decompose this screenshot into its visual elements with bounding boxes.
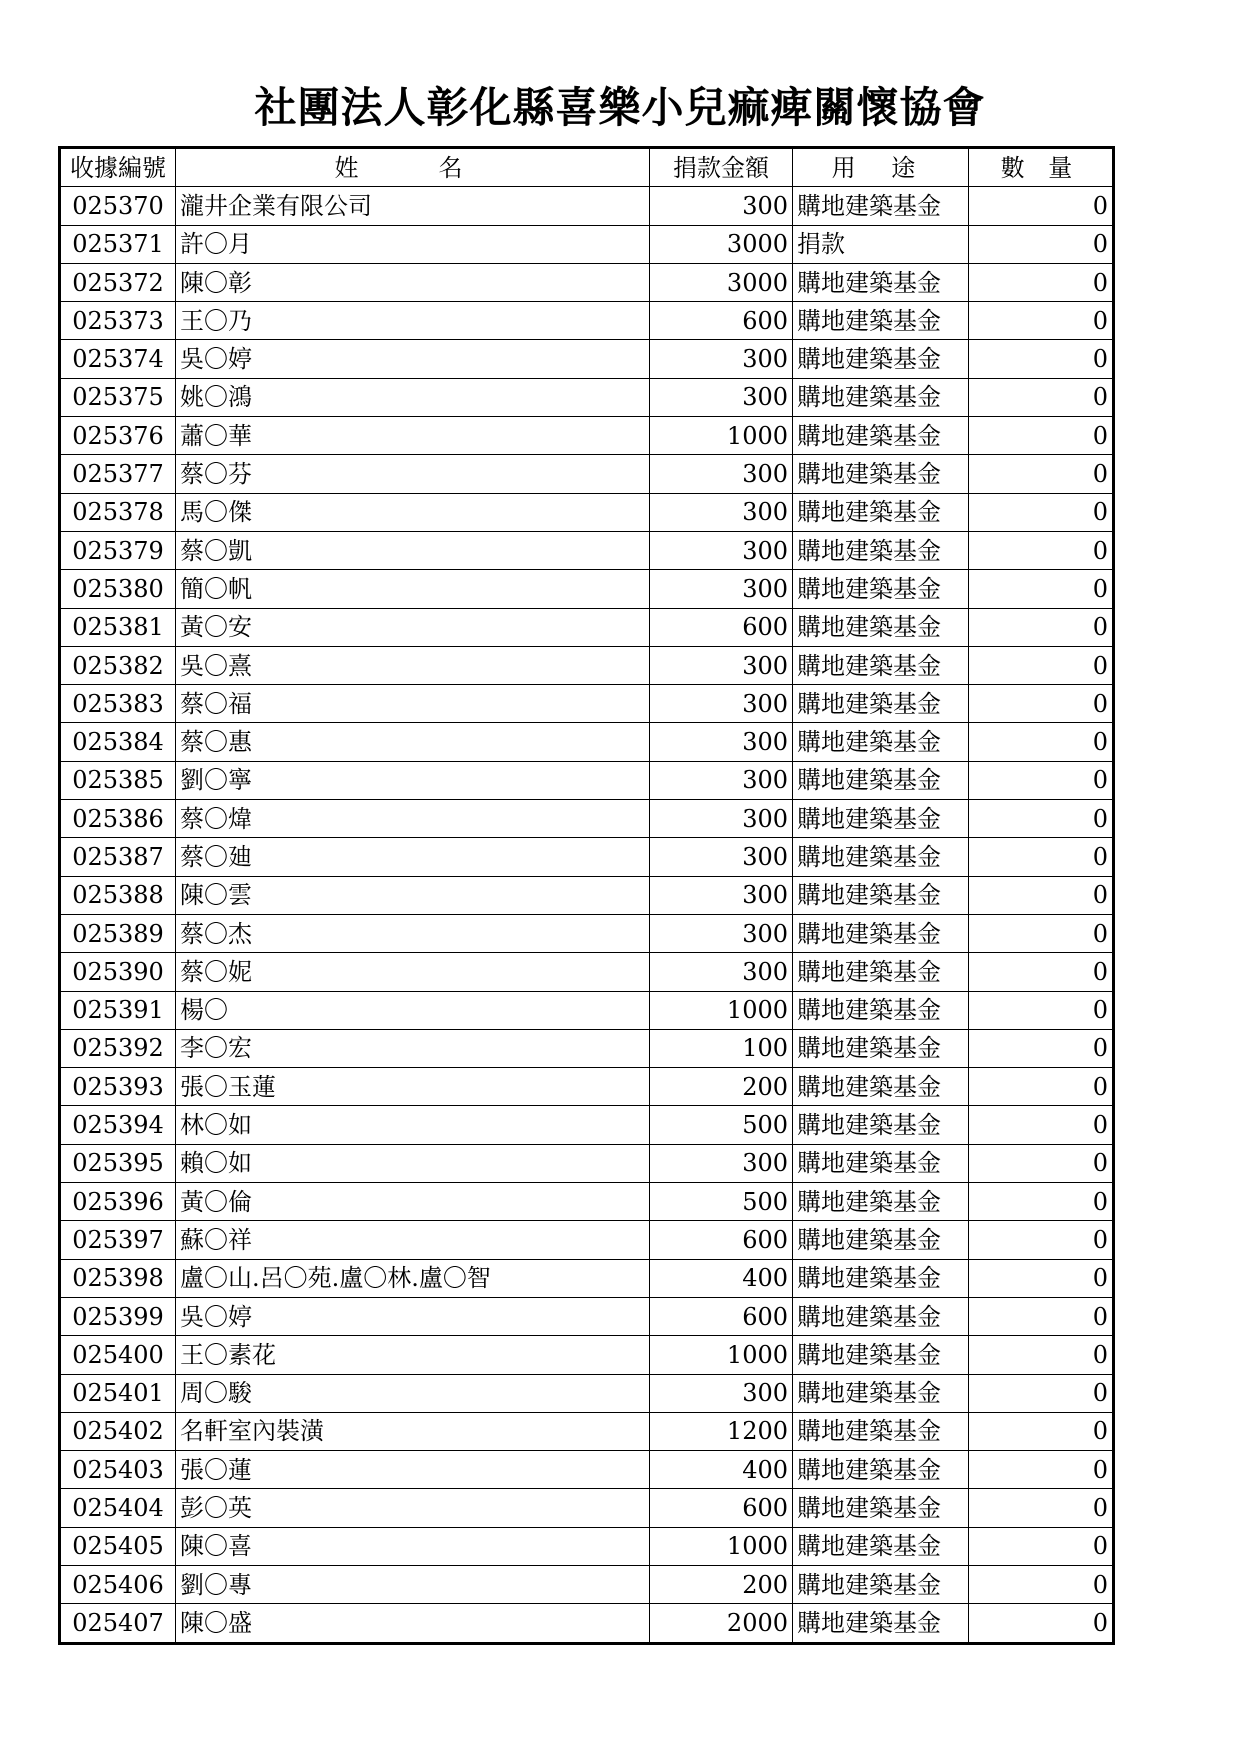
cell-purpose: 購地建築基金 xyxy=(793,1489,969,1527)
table-row xyxy=(60,914,1114,952)
cell-purpose: 購地建築基金 xyxy=(793,1565,969,1603)
cell-receipt-no: 025388 xyxy=(60,876,176,914)
cell-quantity: 0 xyxy=(969,1527,1114,1565)
cell-donor-name: 蔡〇妮 xyxy=(176,953,650,991)
cell-purpose: 購地建築基金 xyxy=(793,1604,969,1643)
cell-amount: 300 xyxy=(650,570,793,608)
cell-purpose: 購地建築基金 xyxy=(793,685,969,723)
table-row xyxy=(60,608,1114,646)
cell-amount: 300 xyxy=(650,761,793,799)
cell-amount: 3000 xyxy=(650,225,793,263)
table-row xyxy=(60,1527,1114,1565)
cell-purpose: 購地建築基金 xyxy=(793,1221,969,1259)
cell-purpose: 購地建築基金 xyxy=(793,1527,969,1565)
cell-quantity: 0 xyxy=(969,570,1114,608)
table-row xyxy=(60,1106,1114,1144)
cell-donor-name: 陳〇雲 xyxy=(176,876,650,914)
cell-purpose: 購地建築基金 xyxy=(793,1412,969,1450)
cell-purpose: 購地建築基金 xyxy=(793,531,969,569)
cell-amount: 400 xyxy=(650,1451,793,1489)
cell-purpose: 購地建築基金 xyxy=(793,417,969,455)
cell-quantity: 0 xyxy=(969,1297,1114,1335)
cell-receipt-no: 025384 xyxy=(60,723,176,761)
cell-receipt-no: 025393 xyxy=(60,1068,176,1106)
cell-purpose: 購地建築基金 xyxy=(793,302,969,340)
cell-amount: 500 xyxy=(650,1106,793,1144)
cell-quantity: 0 xyxy=(969,723,1114,761)
cell-amount: 600 xyxy=(650,1489,793,1527)
cell-amount: 300 xyxy=(650,876,793,914)
cell-receipt-no: 025387 xyxy=(60,838,176,876)
table-row xyxy=(60,378,1114,416)
cell-purpose: 購地建築基金 xyxy=(793,914,969,952)
cell-amount: 300 xyxy=(650,455,793,493)
table-row xyxy=(60,1451,1114,1489)
cell-donor-name: 蔡〇芬 xyxy=(176,455,650,493)
cell-quantity: 0 xyxy=(969,1029,1114,1067)
table-row xyxy=(60,1068,1114,1106)
cell-purpose: 購地建築基金 xyxy=(793,378,969,416)
cell-quantity: 0 xyxy=(969,953,1114,991)
cell-amount: 1000 xyxy=(650,991,793,1029)
cell-amount: 300 xyxy=(650,340,793,378)
cell-quantity: 0 xyxy=(969,1221,1114,1259)
cell-quantity: 0 xyxy=(969,1451,1114,1489)
cell-donor-name: 盧〇山.呂〇苑.盧〇林.盧〇智 xyxy=(176,1259,650,1297)
table-row xyxy=(60,340,1114,378)
table-row xyxy=(60,455,1114,493)
cell-receipt-no: 025371 xyxy=(60,225,176,263)
cell-receipt-no: 025386 xyxy=(60,800,176,838)
cell-receipt-no: 025389 xyxy=(60,914,176,952)
cell-receipt-no: 025381 xyxy=(60,608,176,646)
cell-donor-name: 楊〇 xyxy=(176,991,650,1029)
table-row xyxy=(60,531,1114,569)
cell-quantity: 0 xyxy=(969,417,1114,455)
cell-donor-name: 許〇月 xyxy=(176,225,650,263)
cell-donor-name: 瀧井企業有限公司 xyxy=(176,187,650,225)
cell-quantity: 0 xyxy=(969,1604,1114,1643)
cell-amount: 200 xyxy=(650,1565,793,1603)
cell-quantity: 0 xyxy=(969,685,1114,723)
cell-donor-name: 李〇宏 xyxy=(176,1029,650,1067)
cell-donor-name: 陳〇盛 xyxy=(176,1604,650,1643)
cell-donor-name: 張〇玉蓮 xyxy=(176,1068,650,1106)
cell-purpose: 購地建築基金 xyxy=(793,646,969,684)
cell-amount: 300 xyxy=(650,646,793,684)
table-row xyxy=(60,800,1114,838)
cell-quantity: 0 xyxy=(969,608,1114,646)
table-row xyxy=(60,493,1114,531)
cell-donor-name: 劉〇專 xyxy=(176,1565,650,1603)
table-row xyxy=(60,1029,1114,1067)
cell-amount: 500 xyxy=(650,1183,793,1221)
cell-donor-name: 張〇蓮 xyxy=(176,1451,650,1489)
cell-purpose: 購地建築基金 xyxy=(793,1374,969,1412)
cell-amount: 3000 xyxy=(650,263,793,301)
cell-receipt-no: 025379 xyxy=(60,531,176,569)
table-row xyxy=(60,570,1114,608)
cell-receipt-no: 025402 xyxy=(60,1412,176,1450)
cell-donor-name: 周〇駿 xyxy=(176,1374,650,1412)
table-row xyxy=(60,1489,1114,1527)
cell-quantity: 0 xyxy=(969,1489,1114,1527)
cell-quantity: 0 xyxy=(969,646,1114,684)
cell-purpose: 購地建築基金 xyxy=(793,838,969,876)
cell-donor-name: 蘇〇祥 xyxy=(176,1221,650,1259)
cell-quantity: 0 xyxy=(969,800,1114,838)
cell-receipt-no: 025391 xyxy=(60,991,176,1029)
cell-purpose: 購地建築基金 xyxy=(793,263,969,301)
cell-amount: 1000 xyxy=(650,1336,793,1374)
cell-purpose: 購地建築基金 xyxy=(793,1106,969,1144)
cell-donor-name: 蔡〇廸 xyxy=(176,838,650,876)
cell-receipt-no: 025375 xyxy=(60,378,176,416)
cell-purpose: 購地建築基金 xyxy=(793,1451,969,1489)
cell-amount: 600 xyxy=(650,302,793,340)
cell-donor-name: 吳〇婷 xyxy=(176,1297,650,1335)
cell-receipt-no: 025377 xyxy=(60,455,176,493)
cell-receipt-no: 025394 xyxy=(60,1106,176,1144)
cell-amount: 300 xyxy=(650,914,793,952)
cell-amount: 100 xyxy=(650,1029,793,1067)
cell-quantity: 0 xyxy=(969,1183,1114,1221)
table-row xyxy=(60,876,1114,914)
cell-receipt-no: 025385 xyxy=(60,761,176,799)
cell-donor-name: 黃〇安 xyxy=(176,608,650,646)
cell-quantity: 0 xyxy=(969,263,1114,301)
cell-quantity: 0 xyxy=(969,838,1114,876)
table-row xyxy=(60,1259,1114,1297)
header-purpose: 用 途 xyxy=(793,148,969,187)
cell-amount: 600 xyxy=(650,1297,793,1335)
cell-donor-name: 姚〇鴻 xyxy=(176,378,650,416)
cell-purpose: 購地建築基金 xyxy=(793,1068,969,1106)
cell-donor-name: 吳〇熹 xyxy=(176,646,650,684)
cell-receipt-no: 025404 xyxy=(60,1489,176,1527)
header-amount: 捐款金額 xyxy=(650,148,793,187)
cell-quantity: 0 xyxy=(969,225,1114,263)
cell-donor-name: 蔡〇杰 xyxy=(176,914,650,952)
cell-amount: 300 xyxy=(650,187,793,225)
cell-quantity: 0 xyxy=(969,991,1114,1029)
cell-purpose: 購地建築基金 xyxy=(793,187,969,225)
header-quantity: 數 量 xyxy=(969,148,1114,187)
cell-donor-name: 王〇乃 xyxy=(176,302,650,340)
cell-quantity: 0 xyxy=(969,378,1114,416)
cell-donor-name: 蔡〇福 xyxy=(176,685,650,723)
cell-receipt-no: 025376 xyxy=(60,417,176,455)
cell-amount: 2000 xyxy=(650,1604,793,1643)
cell-donor-name: 劉〇寧 xyxy=(176,761,650,799)
cell-amount: 1200 xyxy=(650,1412,793,1450)
cell-receipt-no: 025395 xyxy=(60,1144,176,1182)
cell-quantity: 0 xyxy=(969,1374,1114,1412)
table-row xyxy=(60,263,1114,301)
cell-donor-name: 蕭〇華 xyxy=(176,417,650,455)
cell-receipt-no: 025403 xyxy=(60,1451,176,1489)
table-header-row xyxy=(60,148,1114,187)
cell-quantity: 0 xyxy=(969,187,1114,225)
cell-amount: 300 xyxy=(650,723,793,761)
cell-donor-name: 陳〇喜 xyxy=(176,1527,650,1565)
table-row xyxy=(60,646,1114,684)
cell-amount: 300 xyxy=(650,378,793,416)
cell-receipt-no: 025380 xyxy=(60,570,176,608)
table-row xyxy=(60,723,1114,761)
cell-donor-name: 馬〇傑 xyxy=(176,493,650,531)
cell-quantity: 0 xyxy=(969,761,1114,799)
table-row xyxy=(60,1374,1114,1412)
cell-purpose: 購地建築基金 xyxy=(793,876,969,914)
cell-donor-name: 賴〇如 xyxy=(176,1144,650,1182)
cell-purpose: 購地建築基金 xyxy=(793,1029,969,1067)
cell-amount: 1000 xyxy=(650,417,793,455)
cell-amount: 300 xyxy=(650,685,793,723)
cell-receipt-no: 025383 xyxy=(60,685,176,723)
cell-purpose: 購地建築基金 xyxy=(793,455,969,493)
cell-purpose: 購地建築基金 xyxy=(793,1183,969,1221)
cell-quantity: 0 xyxy=(969,914,1114,952)
cell-receipt-no: 025378 xyxy=(60,493,176,531)
table-row xyxy=(60,953,1114,991)
header-receipt-no: 收據編號 xyxy=(60,148,176,187)
cell-receipt-no: 025406 xyxy=(60,1565,176,1603)
cell-receipt-no: 025398 xyxy=(60,1259,176,1297)
cell-purpose: 捐款 xyxy=(793,225,969,263)
cell-donor-name: 蔡〇惠 xyxy=(176,723,650,761)
cell-amount: 300 xyxy=(650,838,793,876)
header-name: 姓 名 xyxy=(176,148,650,187)
cell-quantity: 0 xyxy=(969,1068,1114,1106)
cell-receipt-no: 025399 xyxy=(60,1297,176,1335)
cell-donor-name: 彭〇英 xyxy=(176,1489,650,1527)
table-row xyxy=(60,761,1114,799)
table-row xyxy=(60,685,1114,723)
cell-receipt-no: 025374 xyxy=(60,340,176,378)
table-row xyxy=(60,1183,1114,1221)
table-row xyxy=(60,225,1114,263)
cell-amount: 300 xyxy=(650,1144,793,1182)
table-row xyxy=(60,187,1114,225)
cell-quantity: 0 xyxy=(969,1336,1114,1374)
cell-quantity: 0 xyxy=(969,1106,1114,1144)
cell-amount: 300 xyxy=(650,493,793,531)
cell-quantity: 0 xyxy=(969,876,1114,914)
cell-amount: 300 xyxy=(650,1374,793,1412)
cell-donor-name: 王〇素花 xyxy=(176,1336,650,1374)
cell-purpose: 購地建築基金 xyxy=(793,1297,969,1335)
cell-purpose: 購地建築基金 xyxy=(793,340,969,378)
table-row xyxy=(60,1297,1114,1335)
cell-purpose: 購地建築基金 xyxy=(793,761,969,799)
cell-receipt-no: 025396 xyxy=(60,1183,176,1221)
cell-purpose: 購地建築基金 xyxy=(793,953,969,991)
cell-purpose: 購地建築基金 xyxy=(793,1144,969,1182)
cell-amount: 600 xyxy=(650,1221,793,1259)
table-row xyxy=(60,991,1114,1029)
cell-amount: 600 xyxy=(650,608,793,646)
table-row xyxy=(60,1144,1114,1182)
cell-quantity: 0 xyxy=(969,340,1114,378)
cell-amount: 300 xyxy=(650,800,793,838)
cell-quantity: 0 xyxy=(969,493,1114,531)
cell-amount: 300 xyxy=(650,531,793,569)
cell-quantity: 0 xyxy=(969,1259,1114,1297)
table-row xyxy=(60,1412,1114,1450)
table-row xyxy=(60,838,1114,876)
cell-donor-name: 吳〇婷 xyxy=(176,340,650,378)
cell-donor-name: 黃〇倫 xyxy=(176,1183,650,1221)
table-row xyxy=(60,1604,1114,1643)
cell-amount: 300 xyxy=(650,953,793,991)
table-row xyxy=(60,417,1114,455)
cell-quantity: 0 xyxy=(969,1412,1114,1450)
cell-receipt-no: 025401 xyxy=(60,1374,176,1412)
cell-purpose: 購地建築基金 xyxy=(793,608,969,646)
cell-purpose: 購地建築基金 xyxy=(793,723,969,761)
table-row xyxy=(60,1336,1114,1374)
cell-receipt-no: 025400 xyxy=(60,1336,176,1374)
cell-receipt-no: 025397 xyxy=(60,1221,176,1259)
cell-quantity: 0 xyxy=(969,455,1114,493)
cell-purpose: 購地建築基金 xyxy=(793,1336,969,1374)
cell-receipt-no: 025370 xyxy=(60,187,176,225)
cell-donor-name: 陳〇彰 xyxy=(176,263,650,301)
cell-purpose: 購地建築基金 xyxy=(793,493,969,531)
cell-quantity: 0 xyxy=(969,302,1114,340)
cell-receipt-no: 025405 xyxy=(60,1527,176,1565)
cell-donor-name: 名軒室內裝潢 xyxy=(176,1412,650,1450)
cell-receipt-no: 025372 xyxy=(60,263,176,301)
cell-donor-name: 蔡〇煒 xyxy=(176,800,650,838)
table-row xyxy=(60,1565,1114,1603)
table-row xyxy=(60,302,1114,340)
donation-table xyxy=(58,146,1115,1645)
cell-receipt-no: 025390 xyxy=(60,953,176,991)
cell-purpose: 購地建築基金 xyxy=(793,800,969,838)
cell-quantity: 0 xyxy=(969,1144,1114,1182)
cell-purpose: 購地建築基金 xyxy=(793,991,969,1029)
cell-receipt-no: 025392 xyxy=(60,1029,176,1067)
cell-donor-name: 簡〇帆 xyxy=(176,570,650,608)
cell-donor-name: 蔡〇凱 xyxy=(176,531,650,569)
table-body xyxy=(60,187,1114,1643)
cell-purpose: 購地建築基金 xyxy=(793,570,969,608)
cell-receipt-no: 025407 xyxy=(60,1604,176,1643)
cell-quantity: 0 xyxy=(969,531,1114,569)
page-title: 社團法人彰化縣喜樂小兒痲痺關懷協會 xyxy=(254,83,986,132)
cell-amount: 1000 xyxy=(650,1527,793,1565)
cell-amount: 200 xyxy=(650,1068,793,1106)
cell-receipt-no: 025373 xyxy=(60,302,176,340)
cell-quantity: 0 xyxy=(969,1565,1114,1603)
cell-receipt-no: 025382 xyxy=(60,646,176,684)
cell-amount: 400 xyxy=(650,1259,793,1297)
cell-donor-name: 林〇如 xyxy=(176,1106,650,1144)
cell-purpose: 購地建築基金 xyxy=(793,1259,969,1297)
table-row xyxy=(60,1221,1114,1259)
